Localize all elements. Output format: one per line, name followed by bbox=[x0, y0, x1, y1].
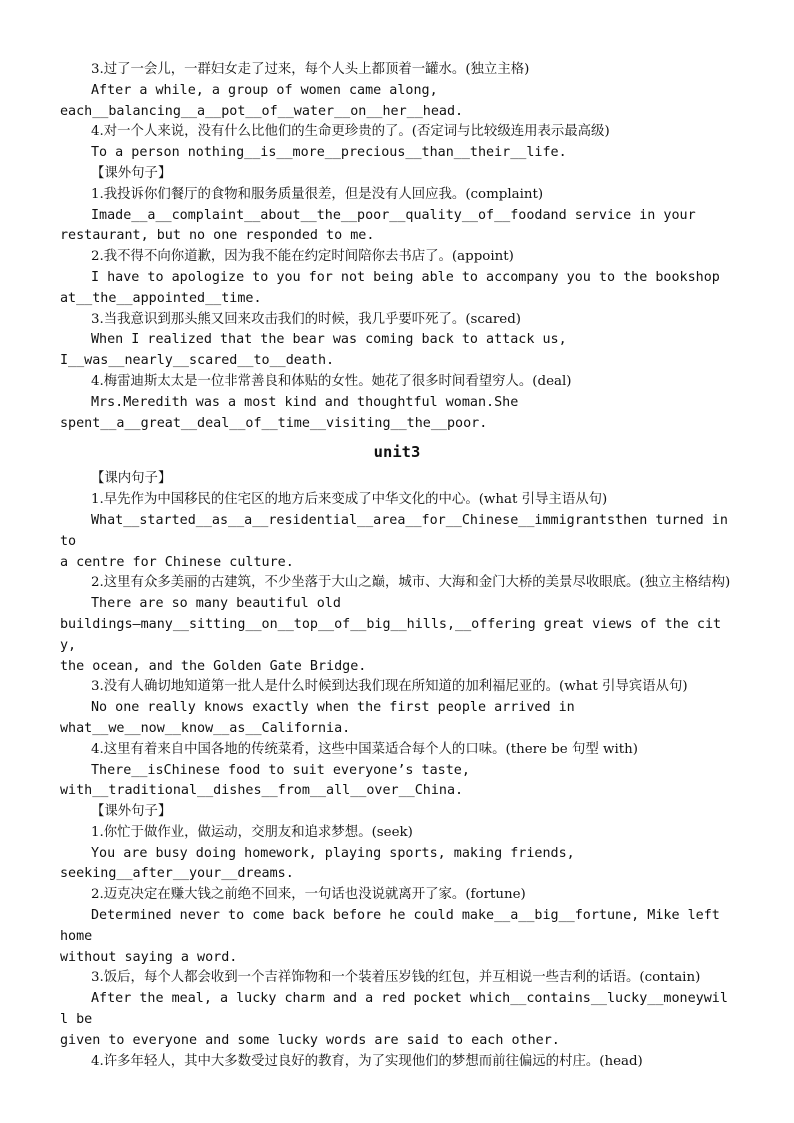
cn-sentence: 2.迈克决定在赚大钱之前绝不回来，一句话也没说就离开了家。(fortune) bbox=[91, 887, 526, 903]
cn-sentence: 4.对一个人来说，没有什么比他们的生命更珍贵的了。(否定词与比较级连用表示最高级) bbox=[91, 124, 610, 140]
en-sentence: There are so many beautiful old bbox=[91, 596, 341, 612]
cn-sentence: 3.饭后，每个人都会收到一个吉祥饰物和一个装着压岁钱的红包，并互相说一些吉利的话语。(contain) bbox=[91, 970, 701, 986]
section-label-inner: 【课内句子】 bbox=[91, 471, 172, 487]
cn-sentence: 2.这里有众多美丽的古建筑，不少坐落于大山之巅，城市、大海和金门大桥的美景尽收眼底。(独立主格结构) bbox=[91, 575, 731, 591]
en-sentence: No one really knows exactly when the first people arrived in bbox=[91, 700, 575, 716]
en-sentence: at__the__appointed__time. bbox=[60, 290, 262, 306]
unit3-section bbox=[60, 469, 734, 1072]
cn-sentence: 4.梅雷迪斯太太是一位非常善良和体贴的女性。她花了很多时间看望穷人。(deal) bbox=[91, 373, 572, 389]
en-sentence: what__we__now__know__as__California. bbox=[60, 720, 351, 736]
unit-heading: unit3 bbox=[373, 443, 421, 462]
en-sentence: After a while, a group of women came along, bbox=[91, 82, 438, 98]
document-page bbox=[60, 60, 734, 1072]
en-sentence: a centre for Chinese culture. bbox=[60, 554, 294, 570]
cn-sentence: 1.我投诉你们餐厅的食物和服务质量很差，但是没有人回应我。(complaint) bbox=[91, 186, 544, 202]
en-sentence: without saying a word. bbox=[60, 949, 238, 965]
en-sentence: I have to apologize to you for not being able to accompany you to the bookshop bbox=[91, 269, 720, 285]
en-sentence: buildings—many__sitting__on__top__of__big__hills,__offering great views of the city, bbox=[60, 616, 722, 653]
cn-sentence: 2.我不得不向你道歉，因为我不能在约定时间陪你去书店了。(appoint) bbox=[91, 249, 514, 265]
en-sentence: Determined never to come back before he could make__a__big__fortune, Mike left home bbox=[60, 908, 720, 944]
cn-sentence: 1.你忙于做作业，做运动，交朋友和追求梦想。(seek) bbox=[91, 824, 413, 840]
en-sentence: What__started__as__a__residential__area__for__Chinese__immigrantsthen turned into bbox=[60, 512, 728, 549]
cn-sentence: 4.这里有着来自中国各地的传统菜肴，这些中国菜适合每个人的口味。(there be 句型 with) bbox=[91, 741, 638, 757]
cn-sentence: 3.没有人确切地知道第一批人是什么时候到达我们现在所知道的加利福尼亚的。(what 引导宾语从句) bbox=[91, 679, 688, 695]
cn-sentence: 3.当我意识到那头熊又回来攻击我们的时候，我几乎要吓死了。(scared) bbox=[91, 311, 522, 327]
en-sentence: After the meal, a lucky charm and a red pocket which__contains__lucky__moneywill be bbox=[60, 991, 728, 1028]
en-sentence: There__isChinese food to suit everyone’s taste, bbox=[91, 762, 470, 778]
en-sentence: To a person nothing__is__more__precious__than__their__life. bbox=[91, 145, 567, 161]
en-sentence: given to everyone and some lucky words are said to each other. bbox=[60, 1032, 560, 1048]
en-sentence: restaurant, but no one responded to me. bbox=[60, 228, 375, 244]
en-sentence: the ocean, and the Golden Gate Bridge. bbox=[60, 658, 367, 674]
en-sentence: When I realized that the bear was coming back to attack us, bbox=[91, 332, 567, 348]
en-sentence: Mrs.Meredith was a most kind and thoughtful woman.She bbox=[91, 394, 519, 410]
en-sentence: You are busy doing homework, playing sports, making friends, bbox=[91, 845, 575, 861]
section-label-extra: 【课外句子】 bbox=[91, 165, 172, 181]
en-sentence: Imade__a__complaint__about__the__poor__quality__of__foodand service in your bbox=[91, 207, 696, 223]
cn-sentence: 4.许多年轻人，其中大多数受过良好的教育，为了实现他们的梦想而前往偏远的村庄。(head) bbox=[91, 1053, 643, 1069]
section-label-extra: 【课外句子】 bbox=[91, 804, 172, 820]
en-sentence: I__was__nearly__scared__to__death. bbox=[60, 353, 335, 369]
en-sentence: each__balancing__a__pot__of__water__on__her__head. bbox=[60, 103, 464, 119]
en-sentence: with__traditional__dishes__from__all__over__China. bbox=[60, 783, 464, 799]
cn-sentence: 3.过了一会儿，一群妇女走了过来，每个人头上都顶着一罐水。(独立主格) bbox=[91, 62, 530, 77]
cn-sentence: 1.早先作为中国移民的住宅区的地方后来变成了中华文化的中心。(what 引导主语从句) bbox=[91, 492, 608, 508]
en-sentence: spent__a__great__deal__of__time__visiting__the__poor. bbox=[60, 415, 488, 431]
section-a bbox=[60, 60, 734, 434]
en-sentence: seeking__after__your__dreams. bbox=[60, 866, 294, 882]
